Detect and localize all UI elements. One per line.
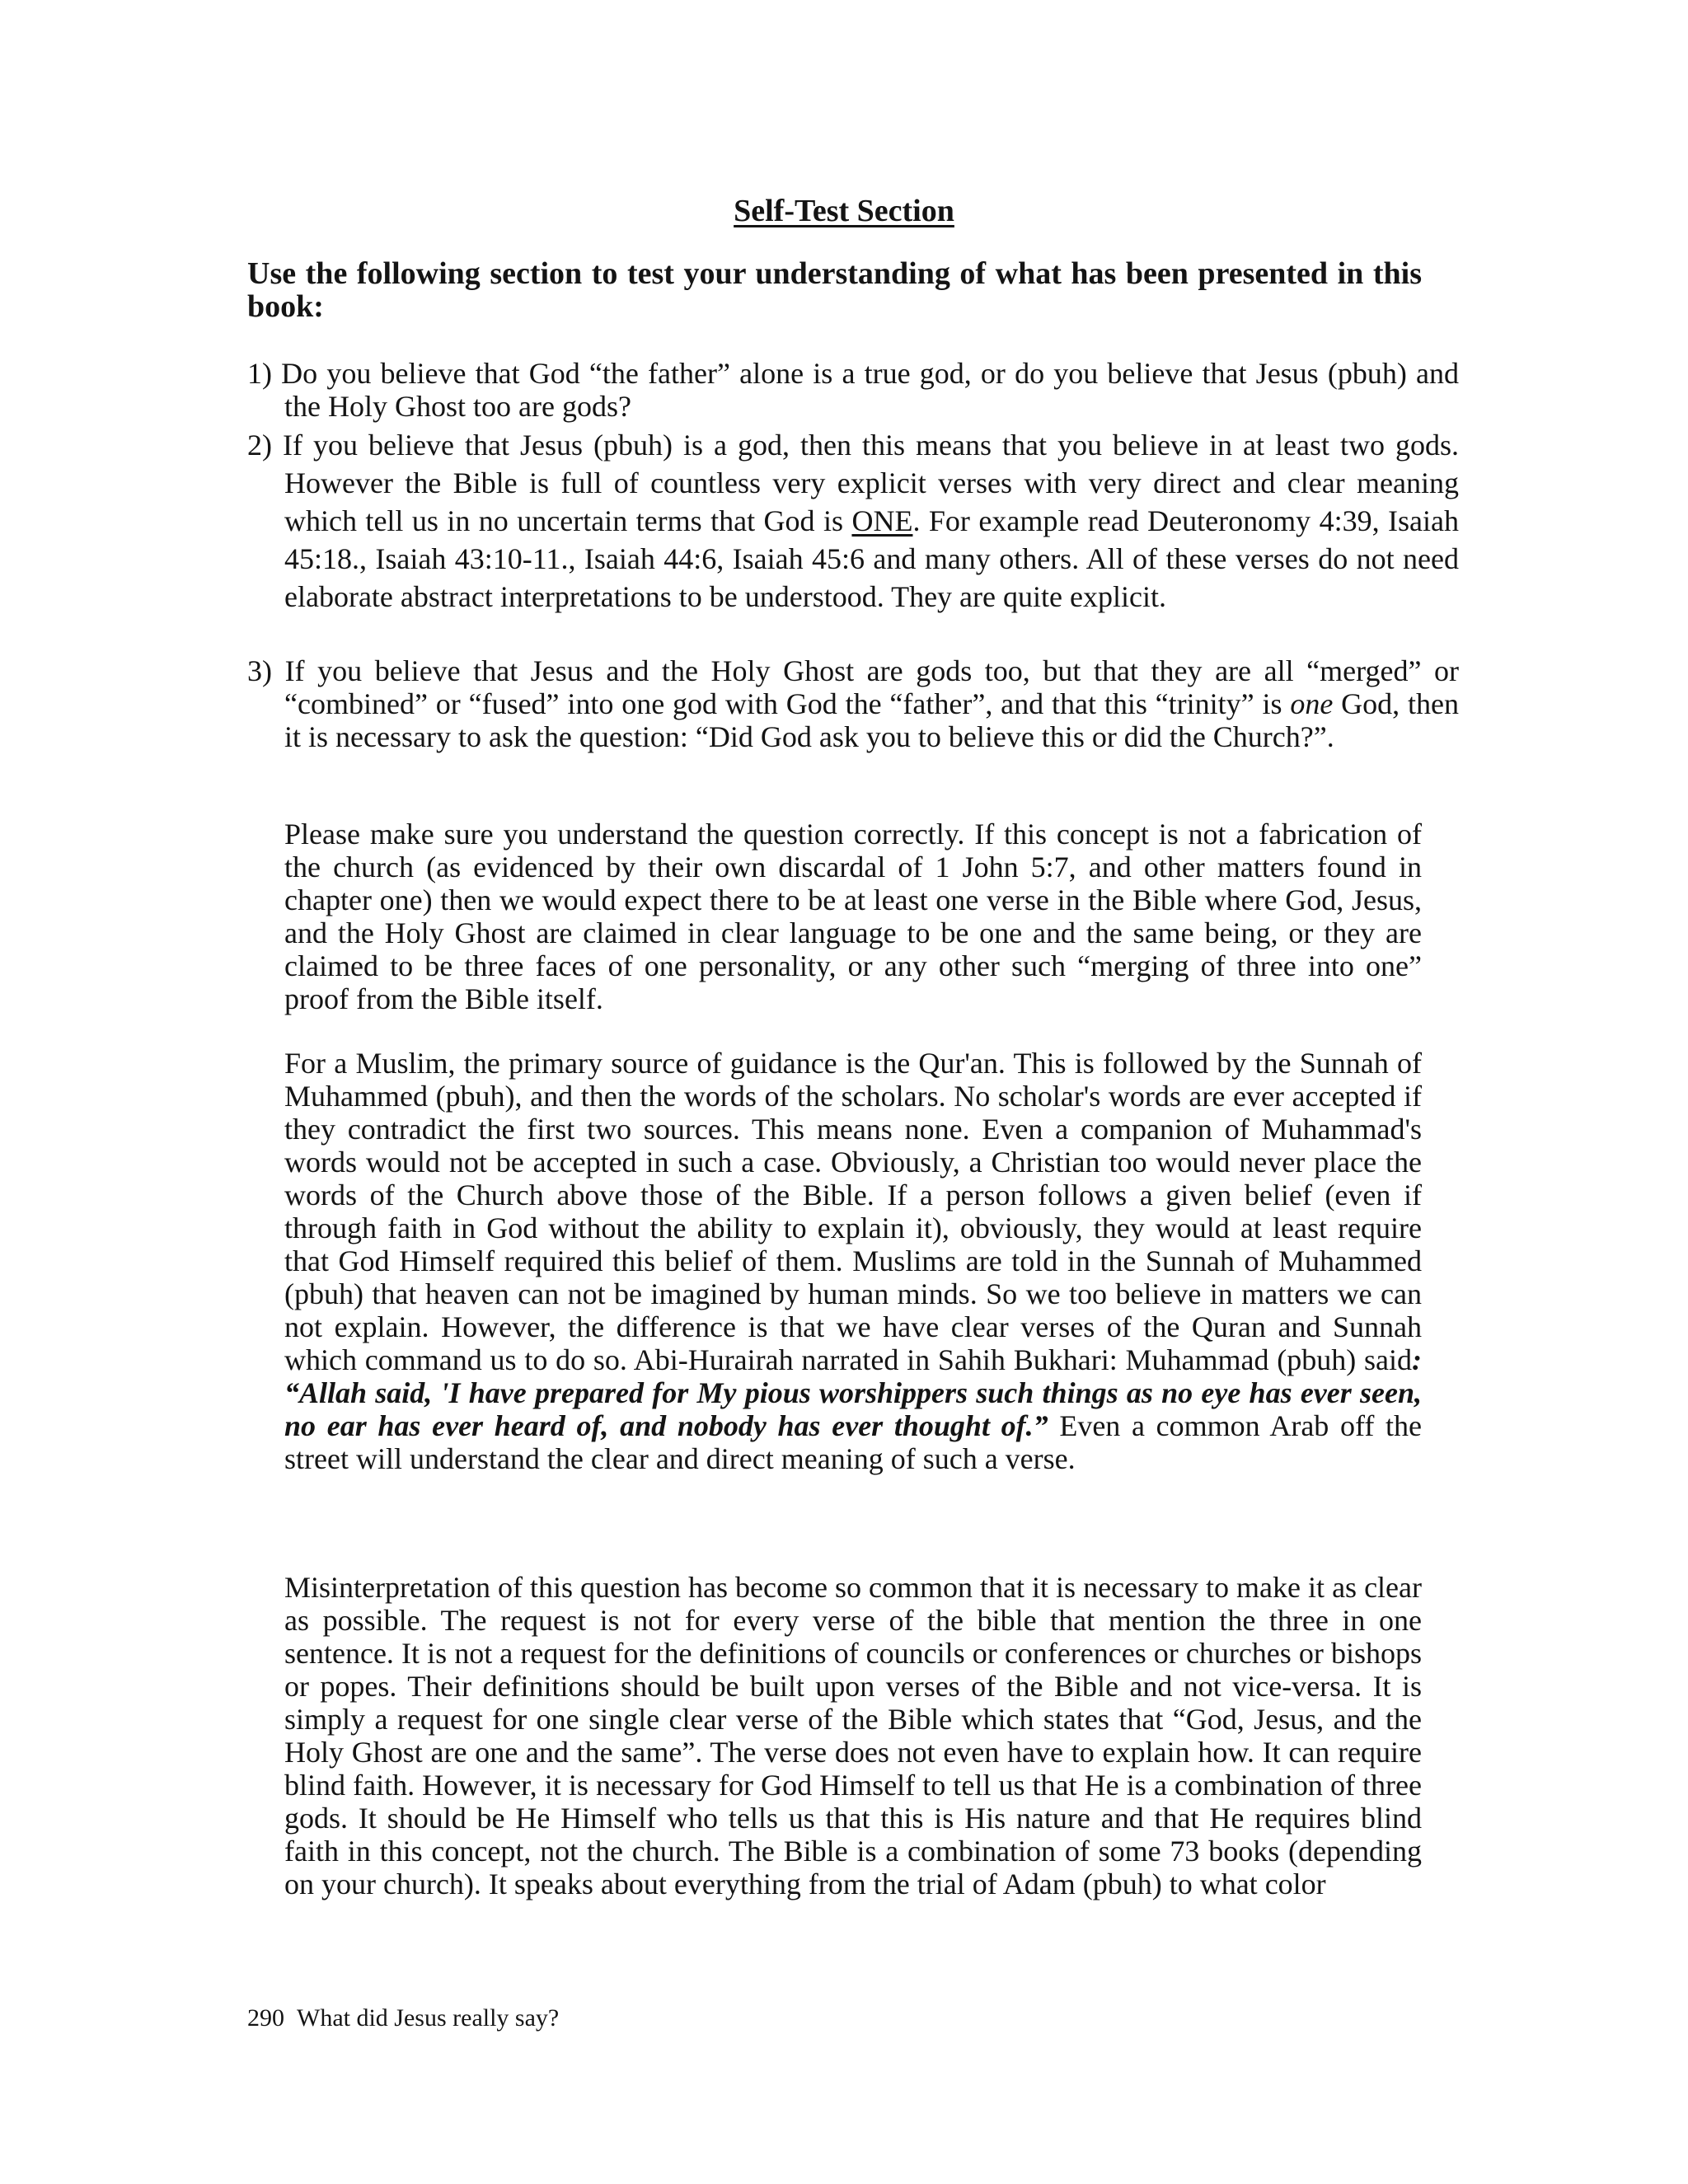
question-3-emphasis: one [1290,687,1334,720]
question-2-text-before: 2) If you believe that Jesus (pbuh) is a god, then this means that you believe in at least two gods. However the Bible is full of countless very explicit verses with very direct and clear meaning which tell us in no uncertain terms that God is [247,429,1459,537]
question-2-text-after: . For example read Deuteronomy 4:39, Isaiah 45:18., Isaiah 43:10-11., Isaiah 44:6, Isaiah 45:6 and many others. All of these verses do not need elaborate abstract interpretations to be understood. They are quite explicit. [284,504,1459,613]
question-3 [247,654,1459,753]
question-3-text-before: 3) If you believe that Jesus and the Holy Ghost are gods too, but that they are all “merged” or “combined” or “fused” into one god with God the “father”, and that this “trinity” is [247,654,1459,720]
book-title: What did Jesus really say? [297,2004,560,2032]
paragraph-misinterpretation: Misinterpretation of this question has become so common that it is necessary to make it as clear as possible. The request is not for every verse of the bible that mention the three in one sentence. It is not a request for the definitions of councils or conferences or churches or bishops or popes. Their definitions should be built upon verses of the Bible and not vice-versa. It is simply a request for one single clear verse of the Bible which states that “God, Jesus, and the Holy Ghost are one and the same”. The verse does not even have to explain how. It can require blind faith. However, it is necessary for God Himself to tell us that He is a combination of three gods. It should be He Himself who tells us that this is His nature and that He requires blind faith in this concept, not the church. The Bible is a combination of some 73 books (depending on your church). It speaks about everything from the trial of Adam (pbuh) to what color [284,1571,1422,1900]
question-3-text-after: God, then it is necessary to ask the question: “Did God ask you to believe this or did the Church?”. [284,687,1459,753]
page-number: 290 [247,2004,284,2032]
question-2 [247,426,1459,616]
paragraph-muslim-guidance [284,1047,1422,1475]
question-1: 1) Do you believe that God “the father” alone is a true god, or do you believe that Jesus (pbuh) and the Holy Ghost too are gods? [247,357,1459,423]
section-title: Self-Test Section [734,194,954,228]
paragraph-muslim-text-before: For a Muslim, the primary source of guidance is the Qur'an. This is followed by the Sunnah of Muhammed (pbuh), and then the words of the scholars. No scholar's words are ever accepted if they contradict the first two sources. This means none. Even a companion of Muhammad's words would not be accepted in such a case. Obviously, a Christian too would never place the words of the Church above those of the Bible. If a person follows a given belief (even if through faith in God without the ability to explain it), obviously, they would at least require that God Himself required this belief of them. Muslims are told in the Sunnah of Muhammed (pbuh) that heaven can not be imagined by human minds. So we too believe in matters we can not explain. However, the difference is that we have clear verses of the Quran and Sunnah which command us to do so. Abi-Hurairah narrated in Sahih Bukhari: Muhammad (pbuh) said [284,1047,1422,1376]
question-2-emphasis: ONE [851,504,913,537]
intro-instruction: Use the following section to test your understanding of what has been presented in this book: [247,256,1422,324]
page-footer [247,2003,559,2034]
paragraph-clarify-question: Please make sure you understand the question correctly. If this concept is not a fabrication of the church (as evidenced by their own discardal of 1 John 5:7, and other matters found in chapter one) then we would expect there to be at least one verse in the Bible where God, Jesus, and the Holy Ghost are claimed in clear language to be one and the same being, or they are claimed to be three faces of one personality, or any other such “merging of three into one” proof from the Bible itself. [284,818,1422,1015]
hadith-quote: : “Allah said, 'I have prepared for My pious worshippers such things as no eye has ever seen, no ear has ever heard of, and nobody has ever thought of.” [284,1343,1422,1442]
paragraph-muslim-text-after: Even a common Arab off the street will understand the clear and direct meaning of such a verse. [284,1409,1422,1475]
